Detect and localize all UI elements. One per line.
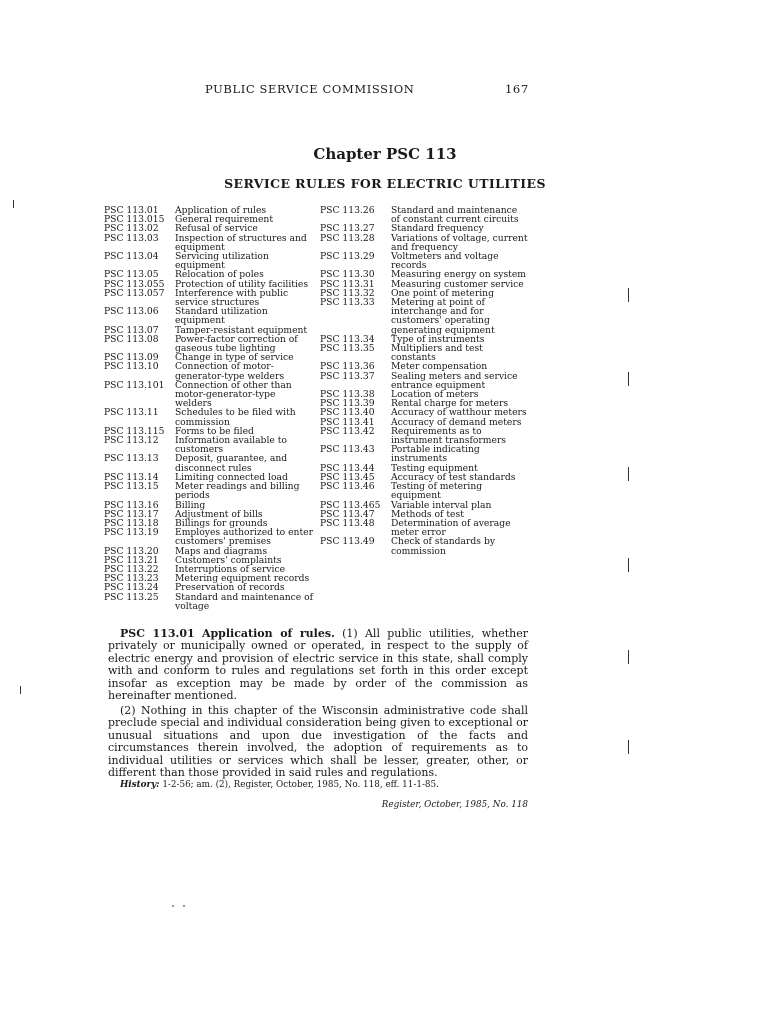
toc-entry	[320, 519, 528, 537]
toc-entry	[104, 234, 314, 252]
toc-section-title: Location of meters	[391, 389, 479, 401]
toc-section-number: PSC 113.465	[320, 499, 381, 511]
toc-entry	[320, 234, 528, 252]
toc-section-title: General requirement	[175, 214, 274, 226]
toc-entry	[104, 454, 314, 472]
toc-entry	[104, 252, 314, 270]
toc-section-number: PSC 113.47	[320, 508, 375, 520]
toc-section-title: Refusal of service	[175, 223, 258, 235]
toc-section-number: PSC 113.26	[320, 205, 375, 216]
toc-section-number: PSC 113.16	[104, 499, 159, 511]
toc-entry	[320, 298, 528, 335]
toc-section-number: PSC 113.05	[104, 269, 159, 281]
toc-entry	[320, 445, 528, 463]
toc-entry	[104, 593, 314, 611]
toc-section-title: Standard utilization equipment	[175, 306, 268, 327]
toc-section-number: PSC 113.27	[320, 223, 375, 235]
toc-section-number: PSC 113.42	[320, 425, 375, 437]
toc-section-number: PSC 113.41	[320, 416, 375, 428]
toc-section-title: Inspection of structures and equipment	[175, 232, 307, 253]
toc-section-number: PSC 113.40	[320, 407, 375, 419]
toc-section-number: PSC 113.24	[104, 582, 159, 594]
margin-mark	[628, 372, 629, 386]
toc-section-number: PSC 113.29	[320, 251, 375, 263]
toc-section-title: Billings for grounds	[175, 517, 268, 529]
margin-mark	[628, 558, 629, 572]
toc-section-title: Accuracy of test standards	[391, 471, 516, 483]
toc-section-title: One point of metering	[391, 287, 494, 299]
toc-section-number: PSC 113.23	[104, 573, 159, 585]
toc-section-title: Variable interval plan	[391, 499, 492, 511]
toc-section-title: Measuring energy on system	[391, 269, 527, 281]
toc-section-number: PSC 113.25	[104, 591, 159, 603]
toc-section-title: Standard and maintenance of voltage	[175, 591, 314, 612]
toc-entry	[320, 482, 528, 500]
toc-entry	[320, 252, 528, 270]
toc-section-number: PSC 113.015	[104, 214, 165, 226]
toc-section-title: Employes authorized to enter customers' premises	[175, 527, 313, 548]
toc-section-number: PSC 113.02	[104, 223, 159, 235]
toc-entry	[104, 362, 314, 380]
page-number: 167	[505, 82, 529, 96]
toc-section-number: PSC 113.17	[104, 508, 159, 520]
toc-section-number: PSC 113.31	[320, 278, 375, 290]
toc-section-title: Meter readings and billing periods	[175, 481, 300, 502]
section-paragraph-1	[108, 628, 528, 702]
toc-entry	[320, 537, 528, 555]
toc-section-number: PSC 113.055	[104, 278, 165, 290]
toc-section-title: Tamper-resistant equipment	[175, 324, 308, 336]
toc-section-number: PSC 113.20	[104, 545, 159, 557]
toc-section-title: Determination of average meter error	[391, 517, 511, 539]
toc-section-title: Relocation of poles	[175, 269, 264, 281]
toc-section-title: Change in type of service	[175, 352, 294, 364]
toc-section-number: PSC 113.34	[320, 333, 375, 345]
toc-section-title: Requirements as to instrument transformers	[391, 425, 507, 447]
toc-section-number: PSC 113.03	[104, 232, 159, 244]
toc-section-title: Sealing meters and service entrance equipment	[391, 370, 518, 391]
toc-section-title: Connection of motor-generator-type welders	[175, 361, 285, 382]
scan-speck	[183, 905, 185, 907]
margin-mark	[628, 740, 629, 754]
history-label: History:	[120, 780, 160, 790]
section-paragraph-1-text: (1) All public utilities, whether privately or municipally owned or operated, in respect to the supply of electric energy and provision of electric service in this state, shall comply with and conform to rules and regulations set forth in this order except insofar as exception may be made by order of the commission as hereinafter mentioned.	[108, 627, 529, 703]
toc-section-number: PSC 113.36	[320, 361, 375, 373]
toc-section-title: Deposit, guarantee, and disconnect rules	[175, 453, 288, 474]
toc-section-title: Standard and maintenance of constant current circuits	[391, 205, 519, 226]
margin-mark	[628, 650, 629, 664]
toc-section-number: PSC 113.101	[104, 379, 165, 391]
toc-section-number: PSC 113.32	[320, 287, 375, 299]
toc-section-title: Testing of metering equipment	[391, 481, 483, 502]
toc-section-number: PSC 113.39	[320, 398, 375, 410]
toc-section-number: PSC 113.33	[320, 297, 375, 309]
toc-section-title: Standard frequency	[391, 223, 484, 235]
running-title: PUBLIC SERVICE COMMISSION	[205, 82, 415, 96]
toc-section-title: Preservation of records	[175, 582, 285, 594]
toc-section-number: PSC 113.22	[104, 563, 159, 575]
toc-section-title: Type of instruments	[391, 333, 485, 345]
toc-entry	[104, 482, 314, 500]
toc-section-number: PSC 113.18	[104, 517, 159, 529]
toc-section-title: Schedules to be filed with commission	[175, 407, 296, 428]
toc-section-title: Check of standards by commission	[391, 536, 496, 557]
toc-section-title: Information available to customers	[175, 435, 287, 456]
toc-right-column	[320, 206, 528, 556]
toc-section-title: Connection of other than motor-generator-type welders	[175, 379, 292, 410]
history-text: 1-2-56; am. (2), Register, October, 1985, No. 118, eff. 11-1-85.	[162, 780, 439, 790]
toc-section-number: PSC 113.08	[104, 333, 159, 345]
toc-section-title: Accuracy of demand meters	[391, 416, 522, 428]
toc-section-title: Billing	[175, 499, 206, 511]
toc-section-number: PSC 113.057	[104, 287, 165, 299]
toc-left-column	[104, 206, 314, 611]
toc-section-title: Metering equipment records	[175, 573, 310, 585]
toc-entry	[104, 408, 314, 426]
toc-section-title: Customers' complaints	[175, 554, 282, 566]
toc-section-number: PSC 113.12	[104, 435, 159, 447]
toc-section-number: PSC 113.44	[320, 462, 375, 474]
toc-section-number: PSC 113.06	[104, 306, 159, 318]
scan-speck	[172, 905, 174, 907]
toc-entry	[320, 427, 528, 445]
margin-mark	[628, 288, 629, 302]
toc-section-number: PSC 113.11	[104, 407, 159, 419]
toc-entry	[320, 372, 528, 390]
toc-section-number: PSC 113.01	[104, 205, 159, 216]
toc-section-number: PSC 113.45	[320, 471, 375, 483]
toc-entry	[104, 436, 314, 454]
toc-section-number: PSC 113.10	[104, 361, 159, 373]
chapter-subtitle: SERVICE RULES FOR ELECTRIC UTILITIES	[224, 176, 546, 191]
toc-entry	[104, 335, 314, 353]
toc-section-title: Limiting connected load	[175, 471, 288, 483]
history-note	[108, 780, 528, 791]
toc-section-title: Power-factor correction of gaseous tube lighting	[175, 333, 298, 355]
toc-section-title: Interruptions of service	[175, 563, 286, 575]
toc-entry	[104, 289, 314, 307]
toc-section-number: PSC 113.13	[104, 453, 159, 465]
toc-section-title: Adjustment of bills	[175, 508, 263, 520]
toc-section-number: PSC 113.43	[320, 444, 375, 456]
toc-section-number: PSC 113.48	[320, 517, 375, 529]
toc-section-number: PSC 113.04	[104, 251, 159, 263]
toc-section-number: PSC 113.37	[320, 370, 375, 382]
toc-section-number: PSC 113.21	[104, 554, 159, 566]
toc-section-title: Protection of utility facilities	[175, 278, 309, 290]
toc-entry	[104, 307, 314, 325]
toc-section-number: PSC 113.46	[320, 481, 375, 493]
toc-section-number: PSC 113.07	[104, 324, 159, 336]
toc-section-title: Multipliers and test constants	[391, 343, 483, 364]
margin-mark	[13, 200, 14, 208]
margin-mark	[20, 686, 21, 694]
toc-entry	[320, 206, 528, 224]
toc-section-number: PSC 113.09	[104, 352, 159, 364]
margin-mark	[628, 467, 629, 481]
chapter-title: Chapter PSC 113	[313, 145, 457, 163]
toc-section-number: PSC 113.30	[320, 269, 375, 281]
toc-section-title: Rental charge for meters	[391, 398, 509, 410]
toc-section-number: PSC 113.19	[104, 527, 159, 539]
toc-section-title: Voltmeters and voltage records	[391, 251, 499, 272]
toc-section-number: PSC 113.14	[104, 471, 159, 483]
toc-section-title: Methods of test	[391, 508, 464, 520]
toc-entry	[320, 344, 528, 362]
toc-entry	[104, 381, 314, 409]
register-footer: Register, October, 1985, No. 118	[381, 800, 528, 810]
toc-section-title: Servicing utilization equipment	[175, 251, 269, 272]
section-heading: Application of rules.	[201, 627, 335, 640]
toc-section-title: Application of rules	[175, 205, 267, 216]
toc-section-number: PSC 113.28	[320, 232, 375, 244]
toc-section-title: Accuracy of watthour meters	[391, 407, 527, 419]
toc-section-number: PSC 113.49	[320, 536, 375, 548]
toc-section-title: Meter compensation	[391, 361, 488, 373]
toc-section-title: Variations of voltage, current and frequency	[391, 232, 528, 253]
section-number: PSC 113.01	[120, 627, 195, 640]
toc-section-title: Metering at point of interchange and for customers' operating generating equipment	[391, 297, 495, 336]
toc-section-number: PSC 113.115	[104, 425, 165, 437]
toc-section-number: PSC 113.15	[104, 481, 159, 493]
toc-section-title: Interference with public service structures	[175, 287, 289, 309]
toc-section-number: PSC 113.38	[320, 389, 375, 401]
toc-section-title: Maps and diagrams	[175, 545, 268, 557]
section-paragraph-2: (2) Nothing in this chapter of the Wisconsin administrative code shall preclude special and individual consideration being given to exceptional or unusual situations and upon due investigation of the facts and circumstances therein involved, the adoption of requirements as to individual utilities or services which shall be lesser, greater, other, or different than those provided in said rules and regulations.	[108, 704, 529, 780]
toc-section-title: Portable indicating instruments	[391, 444, 480, 465]
toc-section-title: Testing equipment	[391, 462, 478, 474]
toc-section-number: PSC 113.35	[320, 343, 375, 355]
toc-entry	[104, 528, 314, 546]
toc-section-title: Measuring customer service	[391, 278, 524, 290]
toc-section-title: Forms to be filed	[175, 425, 254, 437]
